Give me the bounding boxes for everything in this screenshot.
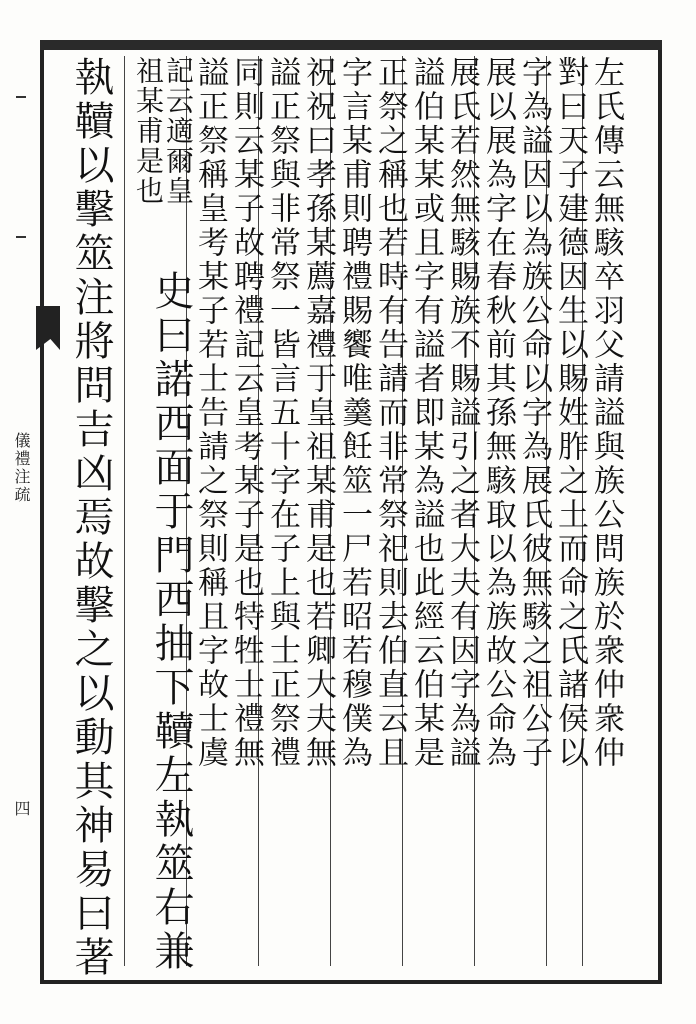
text-column-14: 祖某甫是也 — [132, 56, 165, 206]
text-column-5: 展氏若然無駭賜族不賜謚引之者大夫有因字為謚 — [444, 56, 480, 770]
text-column-6: 謚伯某某或且字有謚者即某為謚也此經云伯某是 — [408, 56, 444, 770]
text-column-11: 同則云某子故聘禮記云皇考某子是也特牲士禮無 — [228, 56, 264, 770]
top-rule — [40, 40, 662, 50]
text-column-7: 正祭之稱也若時有告請而非常祭祀則去伯直云且 — [372, 56, 408, 770]
text-column-12: 謚正祭稱皇考某子若士告請之祭則稱且字故士虞 — [192, 56, 228, 770]
text-column-10: 謚正祭與非常祭一皆言五十字在子上與士正祭禮 — [264, 56, 300, 770]
text-column-3: 字為謚因以為族公命以字為展氏彼無駭之祖公子 — [516, 56, 552, 770]
margin-tick — [16, 236, 26, 238]
text-column-4: 展以展為字在春秋前其孫無駭取以為族故公命為 — [480, 56, 516, 770]
margin-page-number: 四 — [12, 800, 31, 816]
text-column-2: 對曰天子建德因生以賜姓胙之土而命之氏諸侯以 — [552, 56, 588, 770]
text-column-1: 左氏傳云無駭卒羽父請謚與族公問族於衆仲衆仲 — [588, 56, 624, 770]
main-text-column-1: 史曰諾西面于門西抽下韇左執筮右兼 — [148, 270, 194, 974]
margin-book-title: 儀禮注疏 — [12, 432, 31, 504]
text-column-13: 記云適爾皇 — [162, 56, 195, 206]
text-column-9: 祝祝曰孝孫某薦嘉禮于皇祖某甫是也若卿大夫無 — [300, 56, 336, 770]
text-column-8: 字言某甫則聘禮賜饗唯羹飪筮一尸若昭若穆僕為 — [336, 56, 372, 770]
column-divider — [124, 56, 125, 966]
main-text-column-2: 執韇以擊筮注將問吉凶焉故擊之以動其神易曰著 — [68, 56, 114, 980]
margin-tick — [16, 96, 26, 98]
